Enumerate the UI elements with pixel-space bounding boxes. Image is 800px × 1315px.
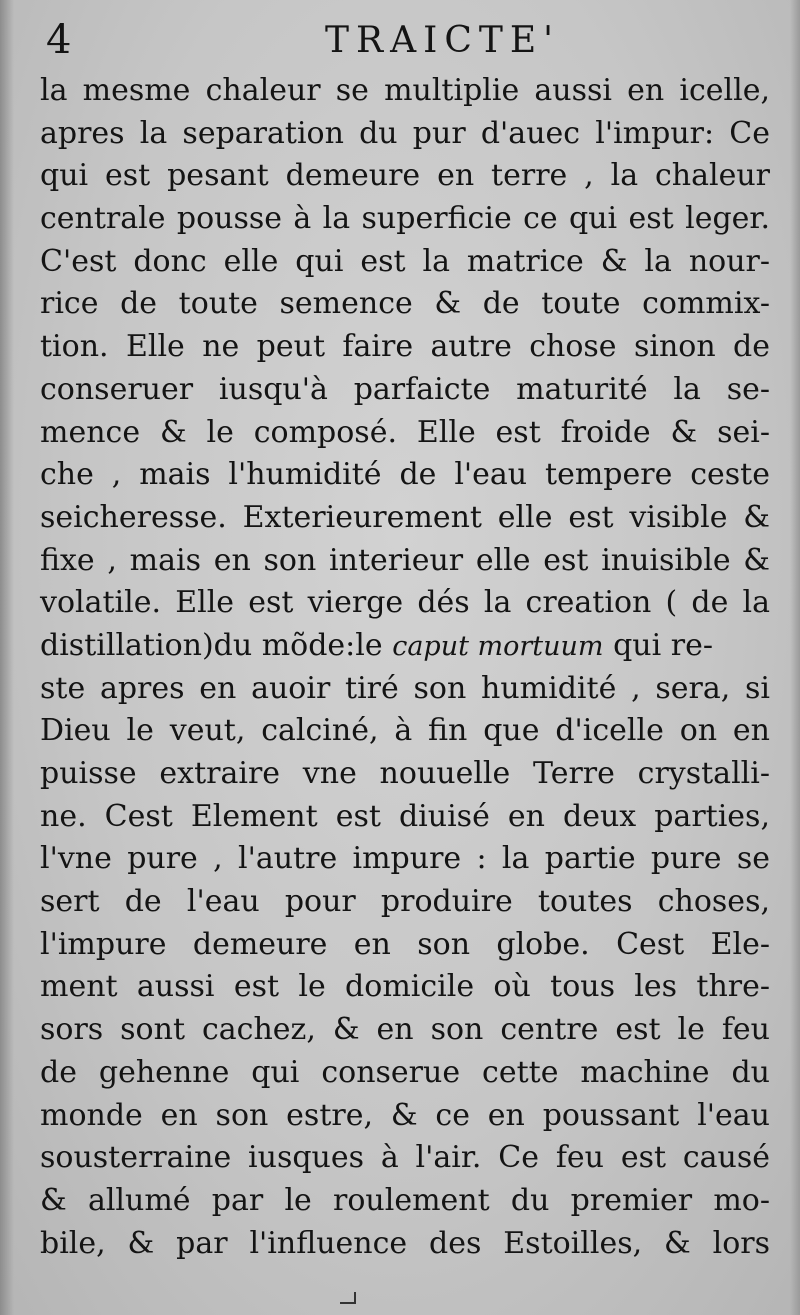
text-line: puisse extraire vne nouuelle Terre crystalli- [40, 756, 770, 791]
footer-mark [340, 1292, 356, 1304]
text-line: che , mais l'humidité de l'eau tempere ceste [40, 457, 770, 493]
body-text [40, 70, 770, 1265]
text-line: seicheresse. Exterieurement elle est visible & [40, 499, 770, 535]
text-line: & allumé par le roulement du premier mo- [40, 1182, 770, 1218]
italic-term: caput mortuum [392, 630, 604, 662]
text-line: ment aussi est le domicile où tous les thre- [40, 969, 770, 1005]
text-line: ste apres en auoir tiré son humidité , sera, si [40, 670, 770, 706]
text-line: ne. Cest Element est diuisé en deux parties, [40, 798, 770, 834]
text-line: l'impure demeure en son globe. Cest Ele- [40, 926, 770, 962]
text-line: C'est donc elle qui est la matrice & la nour- [40, 243, 770, 279]
page-shadow-right [790, 0, 800, 1315]
running-head: TRAICTE' [325, 20, 561, 61]
page-header [40, 12, 770, 63]
text-line: volatile. Elle est vierge dés la creation ( de la [40, 585, 770, 621]
text-line: de gehenne qui conserue cette machine du [40, 1054, 770, 1090]
text-line: monde en son estre, & ce en poussant l'eau [40, 1097, 770, 1133]
text-line: bile, & par l'influence des Estoilles, & lors [40, 1225, 770, 1261]
text-line: l'vne pure , l'autre impure : la partie pure se [40, 841, 770, 877]
text-line: conseruer iusqu'à parfaicte maturité la se- [40, 371, 770, 407]
text-line: centrale pousse à la superficie ce qui est leger. [40, 201, 770, 237]
text-line: sert de l'eau pour produire toutes choses, [40, 884, 770, 920]
text-line: sousterraine iusques à l'air. Ce feu est causé [40, 1140, 770, 1176]
text-line: sors sont cachez, & en son centre est le feu [40, 1012, 770, 1048]
text-line: rice de toute semence & de toute commix- [40, 286, 770, 322]
text-line-with-italic [40, 625, 770, 668]
text-line: fixe , mais en son interieur elle est inuisible & [40, 542, 770, 578]
text-line: qui est pesant demeure en terre , la chaleur [40, 158, 770, 194]
text-line: la mesme chaleur se multiplie aussi en icelle, [40, 73, 770, 108]
text-line: mence & le composé. Elle est froide & sei- [40, 414, 770, 450]
page-shadow-left [0, 0, 14, 1315]
text-line: apres la separation du pur d'auec l'impur: Ce [40, 115, 770, 151]
text-line: tion. Elle ne peut faire autre chose sinon de [40, 329, 770, 365]
text-segment: distillation)du mõde:le [40, 627, 383, 663]
page-number: 4 [46, 17, 72, 63]
text-segment: qui re- [603, 627, 713, 663]
text-line: Dieu le veut, calciné, à fin que d'icelle on en [40, 713, 770, 749]
